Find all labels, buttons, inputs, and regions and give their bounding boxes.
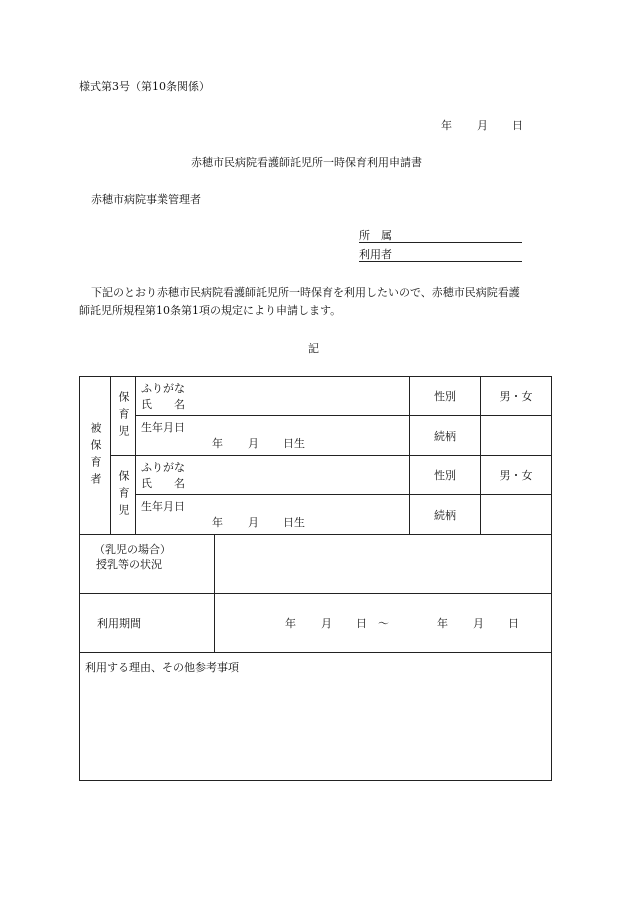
infant-label-line2: 授乳等の状況 — [96, 558, 162, 571]
child2-relation-cell[interactable] — [481, 495, 552, 535]
period-month2: 月 — [473, 617, 484, 630]
reason-cell[interactable] — [80, 653, 552, 781]
period-tilde: ～ — [378, 617, 389, 630]
period-cell[interactable] — [215, 594, 552, 653]
child1-gender-cell[interactable] — [481, 377, 552, 416]
child1-relation-label: 続柄 — [434, 429, 456, 443]
child2-gender-options: 男・女 — [499, 469, 533, 482]
child2-birth-month: 月 — [248, 516, 259, 529]
child2-furigana-label: ふりがな — [141, 461, 185, 474]
child1-label: 保育児 — [117, 390, 130, 442]
child2-gender-label-cell — [410, 456, 481, 495]
user-label: 利用者 — [359, 248, 392, 261]
period-label-cell — [80, 594, 215, 653]
child1-birth-month: 月 — [248, 437, 259, 450]
ki-heading: 記 — [308, 342, 319, 355]
period-year2: 年 — [437, 617, 448, 630]
child1-furigana-label: ふりがな — [141, 382, 185, 395]
child1-gender-label-cell — [410, 377, 481, 416]
affiliation-field[interactable] — [359, 230, 522, 243]
period-day1: 日 — [356, 617, 367, 630]
period-label: 利用期間 — [97, 617, 141, 630]
child1-relation-label-cell — [410, 416, 481, 456]
body-text-line1: 下記のとおり赤穂市民病院看護師託児所一時保育を利用したいので、赤穂市民病院看護 — [91, 286, 520, 299]
child2-birth-year: 年 — [212, 516, 223, 529]
infant-label-line1: （乳児の場合） — [94, 543, 171, 556]
reason-label: 利用する理由、その他参考事項 — [85, 661, 239, 674]
child2-label: 保育児 — [117, 469, 130, 521]
child2-relation-label-cell — [410, 495, 481, 535]
child1-gender-label: 性別 — [434, 390, 456, 403]
child1-name-label: 氏 名 — [141, 398, 185, 411]
child2-relation-label: 続柄 — [434, 508, 456, 522]
child1-label-cell — [111, 377, 136, 456]
child2-birthdate-label: 生年月日 — [141, 500, 185, 513]
addressee: 赤穂市病院事業管理者 — [91, 193, 201, 206]
child2-name-label: 氏 名 — [141, 477, 185, 490]
child1-birthdate-cell[interactable] — [136, 416, 410, 456]
child1-gender-options: 男・女 — [499, 390, 533, 403]
child2-gender-cell[interactable] — [481, 456, 552, 495]
period-year1: 年 — [285, 617, 296, 630]
user-field[interactable] — [359, 249, 522, 262]
form-number: 様式第3号（第10条関係） — [79, 80, 210, 93]
period-day2: 日 — [508, 617, 519, 630]
date-day: 日 — [512, 119, 523, 132]
child2-label-cell — [111, 456, 136, 535]
affiliation-label: 所 属 — [359, 229, 392, 242]
application-table — [79, 376, 552, 781]
child1-birth-year: 年 — [212, 437, 223, 450]
infant-status-cell[interactable] — [215, 535, 552, 594]
child2-birthdate-cell[interactable] — [136, 495, 410, 535]
child1-relation-cell[interactable] — [481, 416, 552, 456]
guardian-label: 被保育者 — [89, 421, 102, 490]
child1-birthdate-label: 生年月日 — [141, 421, 185, 434]
child1-name-cell[interactable] — [136, 377, 410, 416]
period-month1: 月 — [321, 617, 332, 630]
date-year: 年 — [441, 119, 452, 132]
child2-birth-day: 日生 — [283, 516, 305, 529]
infant-label-cell — [80, 535, 215, 594]
child1-birth-day: 日生 — [283, 437, 305, 450]
page-title: 赤穂市民病院看護師託児所一時保育利用申請書 — [191, 156, 422, 169]
child2-gender-label: 性別 — [434, 469, 456, 482]
guardian-label-cell — [80, 377, 111, 535]
body-text-line2: 師託児所規程第10条第1項の規定により申請します。 — [79, 304, 342, 317]
child2-name-cell[interactable] — [136, 456, 410, 495]
date-month: 月 — [477, 119, 488, 132]
